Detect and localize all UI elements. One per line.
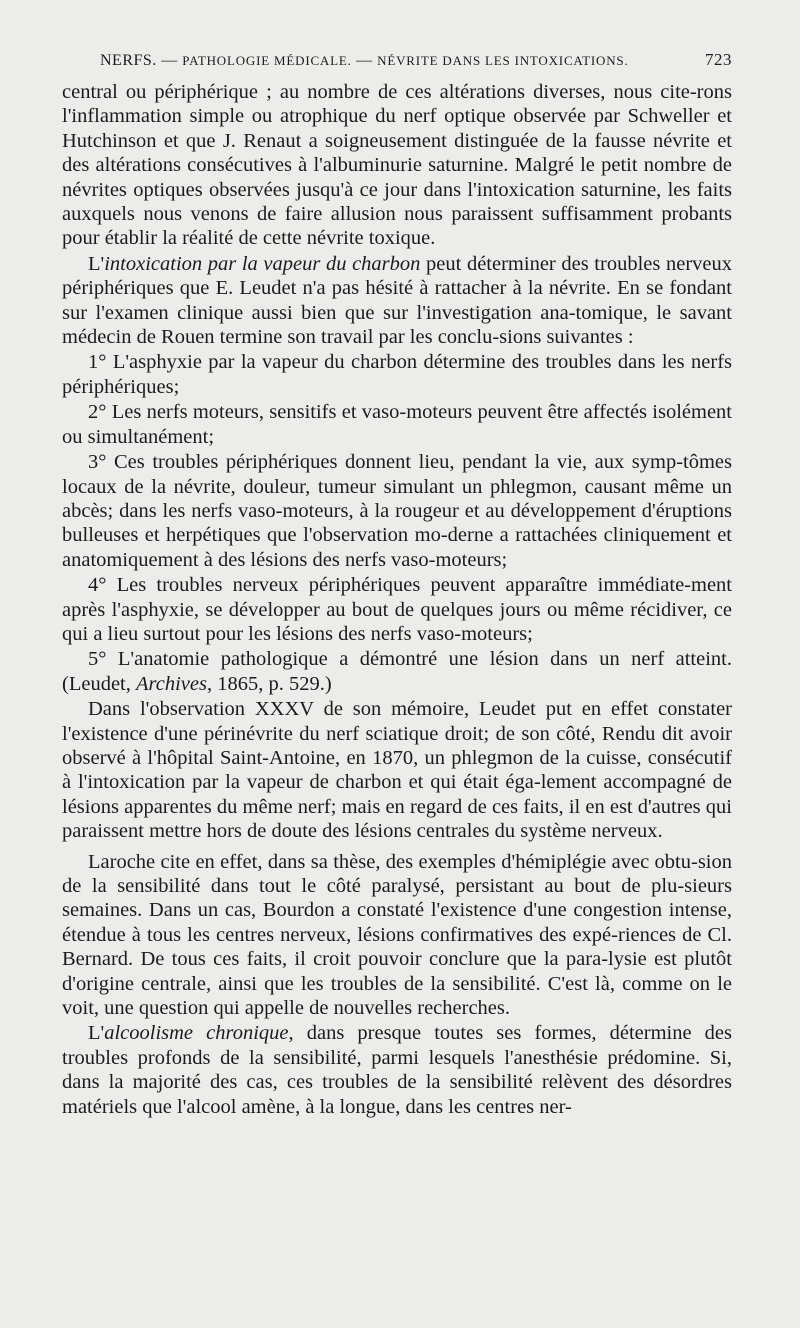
section-title: NERFS.	[100, 52, 157, 69]
paragraph: L'intoxication par la vapeur du charbon peut déterminer des troubles nerveux périphériques que E. Leudet n'a pas hésité à rattacher à la névrite. En se fondant sur l'examen clinique aussi bien que sur l'investigation ana-tomique, le savant médecin de Rouen termine son travail par les conclu-sions suivantes :	[62, 252, 732, 349]
running-title	[100, 52, 629, 70]
chapter-title: PATHOLOGIE MÉDICALE.	[182, 53, 352, 68]
page-body	[62, 80, 732, 1120]
list-item: 5° L'anatomie pathologique a démontré une lésion dans un nerf atteint. (Leudet, Archives, 1865, p. 529.)	[62, 648, 732, 695]
italic-citation: Archives	[136, 672, 207, 695]
italic-term: alcoolisme chronique	[104, 1022, 289, 1045]
subject-title: NÉVRITE DANS LES INTOXICATIONS.	[377, 53, 629, 68]
page-number: 723	[705, 50, 732, 69]
italic-term: intoxication par la vapeur du charbon	[104, 252, 421, 275]
separator: —	[161, 52, 178, 69]
list-item: 1° L'asphyxie par la vapeur du charbon détermine des troubles dans les nerfs périphériques;	[62, 351, 732, 398]
paragraph: L'alcoolisme chronique, dans presque toutes ses formes, détermine des troubles profonds de la sensibilité, parmi lesquels l'anesthésie prédomine. Si, dans la majorité des cas, ces troubles de la sensibilité relèvent des désordres matériels que l'alcool amène, à la longue, dans les centres ner-	[62, 1022, 732, 1118]
paragraph: Laroche cite en effet, dans sa thèse, des exemples d'hémiplégie avec obtu-sion de la sensibilité dans tout le côté paralysé, persistant au bout de plu-sieurs semaines. Dans un cas, Bourdon a constaté l'existence d'une congestion intense, étendue à tous les centres nerveux, lésions confirmatives des expé-riences de Cl. Bernard. De tous ces faits, il croit pouvoir conclure que la para-lysie est plutôt d'origine centrale, ainsi que les troubles de la sensibilité. C'est là, comme on le voit, une question qui appelle de nouvelles recherches.	[62, 850, 732, 1020]
running-head	[100, 50, 732, 70]
list-item: 4° Les troubles nerveux périphériques peuvent apparaître immédiate-ment après l'asphyxie, se développer au bout de quelques jours ou même récidiver, ce qui a lieu surtout pour les lésions des nerfs vaso-moteurs;	[62, 574, 732, 645]
paragraph: central ou périphérique ; au nombre de ces altérations diverses, nous cite-rons l'inflammation simple ou atrophique du nerf optique observée par Schweller et Hutchinson et que J. Renaut a soigneusement distinguée de la fausse névrite et des altérations consécutives à l'albuminurie saturnine. Malgré le petit nombre de névrites optiques observées jusqu'à ce jour dans l'intoxication saturnine, les faits auxquels nous venons de faire allusion nous paraissent suffisamment probants pour établir la réalité de cette névrite toxique.	[62, 81, 732, 250]
paragraph: Dans l'observation XXXV de son mémoire, Leudet put en effet constater l'existence d'une périnévrite du nerf sciatique droit; de son côté, Rendu dit avoir observé à l'hôpital Saint-Antoine, en 1870, un phlegmon de la cuisse, consécutif à l'intoxication par la vapeur de charbon et qui était éga-lement accompagné de lésions apparentes du même nerf; mais en regard de ces faits, il en est d'autres qui paraissent mettre hors de doute des lésions centrales du système nerveux.	[62, 698, 732, 843]
list-item: 2° Les nerfs moteurs, sensitifs et vaso-moteurs peuvent être affectés isolément ou simultanément;	[62, 401, 732, 448]
separator: —	[356, 52, 373, 69]
list-item: 3° Ces troubles périphériques donnent lieu, pendant la vie, aux symp-tômes locaux de la névrite, douleur, tumeur simulant un phlegmon, causant même un abcès; dans les nerfs vaso-moteurs, à la rougeur et au développement d'éruptions bulleuses et herpétiques que l'observation mo-derne a rattachées cliniquement et anatomiquement à des lésions des nerfs vaso-moteurs;	[62, 451, 732, 571]
